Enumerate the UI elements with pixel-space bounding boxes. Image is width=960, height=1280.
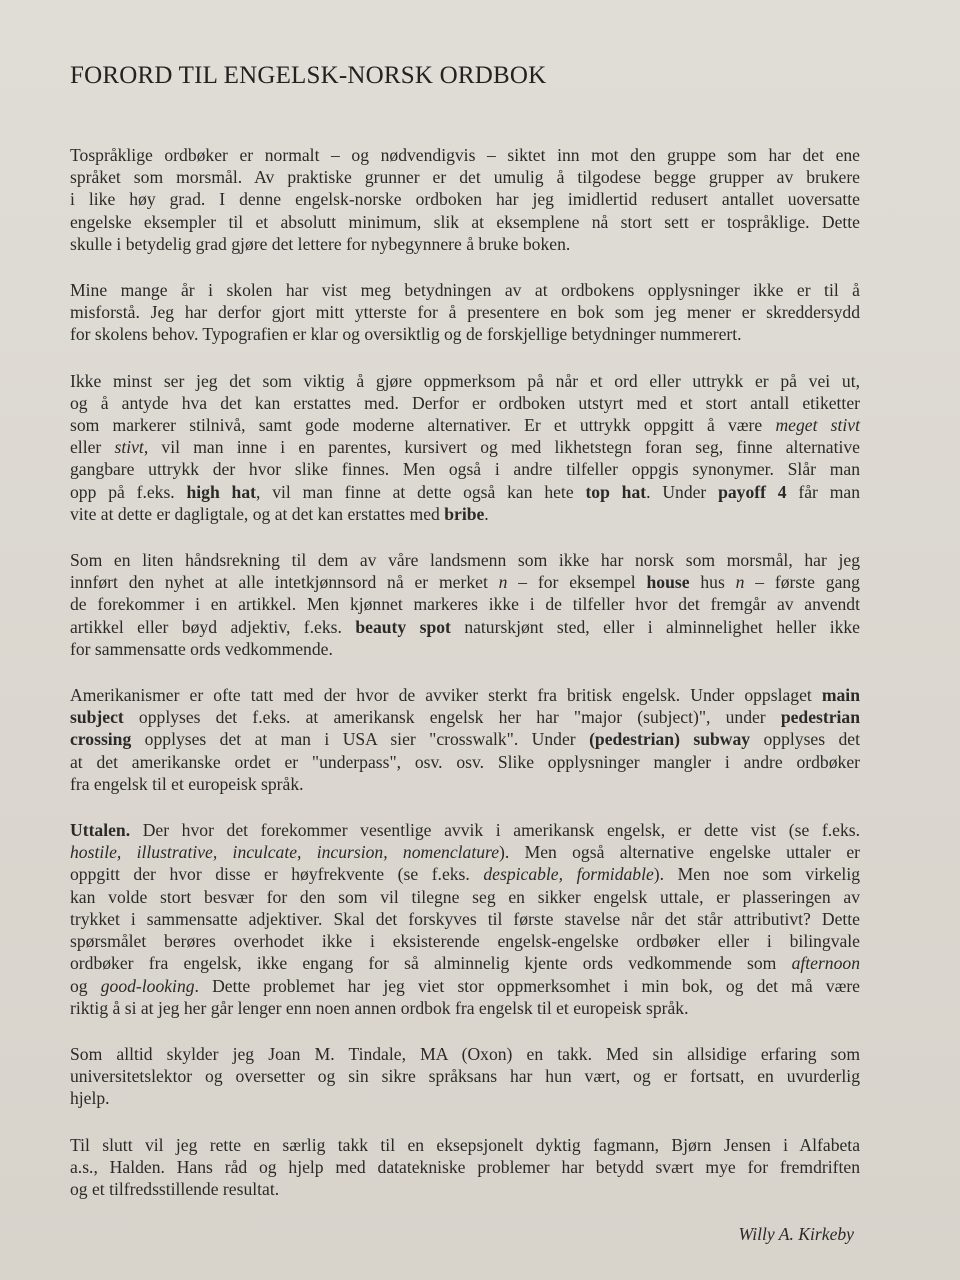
headword: subject [70, 707, 124, 728]
text-line [70, 1134, 860, 1156]
text-run: hjelp. [70, 1088, 110, 1109]
text-line [70, 706, 860, 728]
text-run: hus [689, 572, 736, 593]
text-line [70, 886, 860, 908]
text-line [70, 1043, 860, 1065]
text-line [70, 144, 860, 166]
text-line [70, 436, 860, 458]
text-line [70, 188, 860, 210]
text-run: opplyses det f.eks. at amerikansk engelsk her har "major (subject)", under [123, 707, 781, 728]
text-run: og [70, 975, 101, 996]
text-run: . Under [646, 481, 719, 502]
paragraph [70, 549, 860, 660]
text-line [70, 1156, 860, 1178]
italic-text: n [498, 572, 508, 593]
paragraph [70, 370, 860, 525]
text-line [70, 414, 860, 436]
text-line [70, 684, 860, 706]
text-run: gangbare uttrykk der hvor slike finnes. Men også i andre tilfeller oppgis synonymer. Slår man [70, 459, 860, 480]
paragraph [70, 1134, 860, 1201]
text-line [70, 841, 860, 863]
text-run: oppgitt der hvor disse er høyfrekvente (se f.eks. [70, 864, 484, 885]
text-run: . Dette problemet har jeg viet stor oppmerksomhet i min bok, og det må være [194, 975, 860, 996]
text-line [70, 997, 860, 1019]
text-run: artikkel eller bøyd adjektiv, f.eks. [70, 616, 356, 637]
text-line [70, 301, 860, 323]
text-line [70, 930, 860, 952]
text-line [70, 392, 860, 414]
headword: main [821, 685, 860, 706]
text-line [70, 638, 860, 660]
text-run: Mine mange år i skolen har vist meg betydningen av at ordbokens opplysninger ikke er til å [70, 280, 860, 301]
text-line [70, 503, 860, 525]
headword: beauty spot [355, 616, 451, 637]
text-line [70, 952, 860, 974]
text-line [70, 616, 860, 638]
headword: high hat [186, 481, 256, 502]
text-run: opplyses det [750, 729, 860, 750]
italic-text: good-looking [100, 975, 195, 996]
text-run: i like høy grad. I denne engelsk-norske ordboken har jeg imidlertid redusert antallet uoversatte [70, 189, 860, 210]
text-run: . [484, 503, 489, 524]
text-line [70, 279, 860, 301]
paragraph [70, 684, 860, 795]
text-line [70, 1178, 860, 1200]
text-run: naturskjønt sted, eller i alminnelighet heller ikke [450, 616, 860, 637]
text-line [70, 323, 860, 345]
text-line [70, 211, 860, 233]
text-run: og å antyde hva det kan erstattes med. Derfor er ordboken utstyrt med et stort antall etiketter [70, 392, 860, 413]
text-line [70, 975, 860, 997]
text-line [70, 773, 860, 795]
italic-text: despicable, formidable [483, 864, 654, 885]
headword: crossing [70, 729, 132, 750]
text-run: Til slutt vil jeg rette en særlig takk til en eksepsjonelt dyktig fagmann, Bjørn Jensen i Alfabeta [70, 1134, 860, 1155]
text-run: , vil man finne at dette også kan hete [256, 481, 586, 502]
text-line [70, 908, 860, 930]
text-run: riktig å si at jeg her går lenger enn noen annen ordbok fra engelsk til et europeisk språk. [70, 997, 689, 1018]
signature: Willy A. Kirkeby [738, 1224, 854, 1245]
text-run: kan volde stort besvær for den som vil tilegne seg en sikker engelsk uttale, er plasseringen av [70, 886, 860, 907]
text-run: Ikke minst ser jeg det som viktig å gjøre oppmerksom på når et ord eller uttrykk er på vei ut, [70, 370, 860, 391]
text-run: for sammensatte ords vedkommende. [70, 638, 333, 659]
text-run: , vil man inne i en parentes, kursivert og med likhetstegn foran seg, finne alternative [143, 437, 860, 458]
text-run: de forekommer i en artikkel. Men kjønnet markeres ikke i de tilfeller hvor det fremgår av anvendt [70, 594, 860, 615]
page-title: FORORD TIL ENGELSK-NORSK ORDBOK [70, 62, 547, 89]
text-run: for skolens behov. Typografien er klar og oversiktlig og de forskjellige betydninger nummerert. [70, 324, 742, 345]
text-line [70, 370, 860, 392]
text-line [70, 593, 860, 615]
text-run: ). Men også alternative engelske uttaler er [499, 842, 861, 863]
paragraph [70, 279, 860, 346]
text-run: ordbøker fra engelsk, ikke engang for så alminnelig kjente ords vedkommende som [70, 953, 792, 974]
text-run: misforstå. Jeg har derfor gjort mitt ytterste for å presentere en bok som jeg mener er skreddersydd [70, 302, 860, 323]
text-run: skulle i betydelig grad gjøre det lettere for nybegynnere å bruke boken. [70, 233, 571, 254]
text-run: trykket i sammensatte adjektiver. Skal det forskyves til første stavelse når det står attributivt? Dette [70, 908, 860, 929]
text-run: opplyses det at man i USA sier "crosswalk". Under [131, 729, 590, 750]
headword: (pedestrian) subway [589, 729, 751, 750]
text-run: fra engelsk til et europeisk språk. [70, 773, 304, 794]
italic-text: hostile, illustrative, inculcate, incursion, nomenclature [70, 842, 500, 863]
italic-text: stivt [114, 437, 144, 458]
text-run: språket som morsmål. Av praktiske grunner er det umulig å tilgodese begge grupper av brukere [70, 167, 860, 188]
text-run: Som alltid skylder jeg Joan M. Tindale, MA (Oxon) en takk. Med sin allsidige erfaring som [70, 1043, 860, 1064]
text-run: engelske eksempler til et absolutt minimum, slik at eksemplene nå stort sett er tospråklige. Dette [70, 211, 860, 232]
text-line [70, 571, 860, 593]
text-run: Der hvor det forekommer vesentlige avvik i amerikansk engelsk, er dette vist (se f.eks. [130, 820, 860, 841]
text-line [70, 549, 860, 571]
text-line [70, 1087, 860, 1109]
text-run: eller [70, 437, 115, 458]
text-run: Som en liten håndsrekning til dem av våre landsmenn som ikke har norsk som morsmål, har jeg [70, 550, 860, 571]
text-line [70, 1065, 860, 1087]
headword: Uttalen. [70, 820, 131, 841]
text-run: at det amerikanske ordet er "underpass", osv. osv. Slike opplysninger mangler i andre ordbøker [70, 751, 860, 772]
headword: bribe [444, 503, 485, 524]
paragraph [70, 1043, 860, 1110]
text-run: opp på f.eks. [70, 481, 187, 502]
paragraph [70, 144, 860, 255]
headword: pedestrian [780, 707, 860, 728]
headword: top hat [585, 481, 647, 502]
body-text [70, 144, 860, 1200]
headword: house [646, 572, 690, 593]
text-run: får man [786, 481, 861, 502]
text-line [70, 751, 860, 773]
headword: payoff 4 [718, 481, 787, 502]
italic-text: n [735, 572, 745, 593]
text-line [70, 233, 860, 255]
text-line [70, 458, 860, 480]
text-run: og et tilfredsstillende resultat. [70, 1178, 280, 1199]
text-run: spørsmålet berøres overhodet ikke i eksisterende engelsk-engelske ordbøker eller i bilingvale [70, 931, 860, 952]
text-run: a.s., Halden. Hans råd og hjelp med datatekniske problemer har betydd svært mye for fremdriften [70, 1156, 860, 1177]
text-line [70, 863, 860, 885]
italic-text: afternoon [791, 953, 860, 974]
text-run: universitetslektor og oversetter og sin sikre språksans har hun vært, og er fortsatt, en uvurderlig [70, 1066, 860, 1087]
text-line [70, 728, 860, 750]
text-run: Amerikanismer er ofte tatt med der hvor de avviker sterkt fra britisk engelsk. Under oppslaget [70, 685, 822, 706]
text-run: Tospråklige ordbøker er normalt – og nødvendigvis – siktet inn mot den gruppe som har det ene [70, 145, 860, 165]
text-line [70, 481, 860, 503]
text-line [70, 819, 860, 841]
paragraph [70, 819, 860, 1019]
text-run: – for eksempel [507, 572, 647, 593]
text-run: ). Men noe som virkelig [653, 864, 861, 885]
text-line [70, 166, 860, 188]
text-run: vite at dette er dagligtale, og at det kan erstattes med [70, 503, 445, 524]
text-run: innført den nyhet at alle intetkjønnsord nå er merket [70, 572, 499, 593]
text-run: som markerer stilnivå, samt gode moderne alternativer. Er et uttrykk oppgitt å være [70, 415, 776, 436]
italic-text: meget stivt [775, 415, 861, 436]
text-run: – første gang [744, 572, 860, 593]
